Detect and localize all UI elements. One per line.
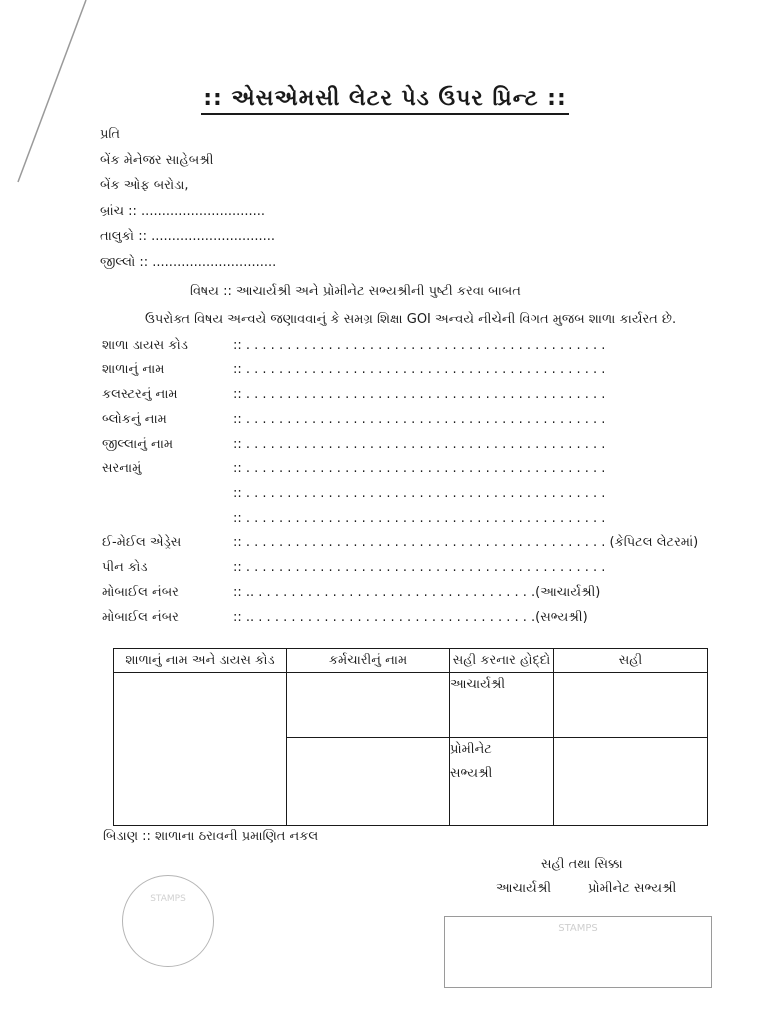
- school-name-field: :: . . . . . . . . . . . . . . . . . . . . . . . . . . . . . . . . . . . . . . . . . . . .: [233, 362, 606, 377]
- round-stamp-label: STAMPS: [150, 894, 186, 904]
- address-district: જીલ્લો :: ..............................: [100, 255, 277, 270]
- address-field-line2: :: . . . . . . . . . . . . . . . . . . . . . . . . . . . . . . . . . . . . . . . . . . . .: [233, 486, 606, 501]
- block-name-field: :: . . . . . . . . . . . . . . . . . . . . . . . . . . . . . . . . . . . . . . . . . . . .: [233, 412, 606, 427]
- employee-name-cell: [287, 738, 450, 826]
- signature-cell: [554, 673, 708, 738]
- email-label: ઈ-મેઈલ એડ્રેસ: [102, 535, 182, 550]
- dise-code-label: શાળા ડાયસ કોડ: [102, 338, 188, 353]
- district-name-field: :: . . . . . . . . . . . . . . . . . . . . . . . . . . . . . . . . . . . . . . . . . . . .: [233, 437, 606, 452]
- address-bank-manager: બેંક મેનેજર સાહેબશ્રી: [100, 153, 214, 168]
- address-label: સરનામું: [102, 461, 142, 476]
- header-employee-name: કર્મચારીનું નામ: [287, 649, 450, 673]
- pin-code-field: :: . . . . . . . . . . . . . . . . . . . . . . . . . . . . . . . . . . . . . . . . . . . .: [233, 560, 606, 575]
- mobile-principal-field: :: .. . . . . . . . . . . . . . . . . . . . . . . . . . . . . . . . . . .(આચાર્યશ્રી): [233, 585, 601, 600]
- intro-paragraph: ઉપરોક્ત વિષય અન્વયે જણાવવાનું કે સમગ્ર શિક્ષા GOI અન્વયે નીચેની વિગત મુજબ શાળા કાર્યરત છે.: [145, 312, 677, 327]
- round-stamp-area: [122, 875, 214, 967]
- address-taluka: તાલુકો :: ..............................: [100, 229, 276, 244]
- address-field: :: . . . . . . . . . . . . . . . . . . . . . . . . . . . . . . . . . . . . . . . . . . . .: [233, 461, 606, 476]
- designation-member: [450, 738, 554, 826]
- stamp-box-label: STAMPS: [558, 923, 598, 934]
- school-name-label: શાળાનું નામ: [102, 362, 165, 377]
- header-school-dise: શાળાનું નામ અને ડાયસ કોડ: [114, 649, 287, 673]
- signatory-member: પ્રોમીનેટ સભ્યશ્રી: [588, 881, 677, 896]
- school-dise-cell: [114, 673, 287, 826]
- stamp-box-area: [444, 916, 712, 988]
- address-branch: બ્રાંચ :: ..............................: [100, 204, 266, 219]
- mobile-member-field: :: .. . . . . . . . . . . . . . . . . . . . . . . . . . . . . . . . . . .(સભ્યશ્રી): [233, 610, 588, 625]
- address-to: પ્રતિ: [100, 127, 120, 142]
- address-bank-name: બેંક ઓફ બરોડા,: [100, 178, 189, 193]
- header-signature: સહી: [554, 649, 708, 673]
- subject-line: વિષય :: આચાર્યશ્રી અને પ્રોમીનેટ સભ્યશ્રીની પુષ્ટી કરવા બાબત: [190, 284, 521, 299]
- pin-code-label: પીન કોડ: [102, 560, 148, 575]
- enclosure-note: બિડાણ :: શાળાના ઠરાવની પ્રમાણિત નકલ: [103, 829, 319, 844]
- table-header-row: [114, 649, 708, 673]
- address-field-line3: :: . . . . . . . . . . . . . . . . . . . . . . . . . . . . . . . . . . . . . . . . . . . .: [233, 511, 606, 526]
- dise-code-field: :: . . . . . . . . . . . . . . . . . . . . . . . . . . . . . . . . . . . . . . . . . . . .: [233, 338, 606, 353]
- cluster-name-field: :: . . . . . . . . . . . . . . . . . . . . . . . . . . . . . . . . . . . . . . . . . . . .: [233, 387, 606, 402]
- signature-table: [113, 648, 708, 826]
- table-row: [114, 673, 708, 738]
- signature-cell: [554, 738, 708, 826]
- signature-and-seal: સહી તથા સિક્કા: [541, 857, 623, 872]
- page-title: :: એસએમસી લેટર પેડ ઉપર પ્રિન્ટ ::: [0, 86, 770, 111]
- cluster-name-label: કલસ્ટરનું નામ: [102, 387, 178, 402]
- block-name-label: બ્લોકનું નામ: [102, 412, 167, 427]
- signatory-principal: આચાર્યશ્રી: [496, 881, 552, 896]
- designation-member-line1: પ્રોમીનેટ: [450, 742, 492, 757]
- designation-principal: આચાર્યશ્રી: [450, 673, 554, 738]
- designation-member-line2: સભ્યશ્રી: [450, 766, 493, 781]
- header-designation: સહી કરનાર હોદ્દો: [450, 649, 554, 673]
- employee-name-cell: [287, 673, 450, 738]
- mobile-principal-label: મોબાઈલ નંબર: [102, 585, 179, 600]
- district-name-label: જીલ્લાનું નામ: [102, 437, 174, 452]
- email-field: :: . . . . . . . . . . . . . . . . . . . . . . . . . . . . . . . . . . . . . . . . . . . . (કેપિટલ લેટરમાં): [233, 535, 699, 550]
- mobile-member-label: મોબાઈલ નંબર: [102, 610, 179, 625]
